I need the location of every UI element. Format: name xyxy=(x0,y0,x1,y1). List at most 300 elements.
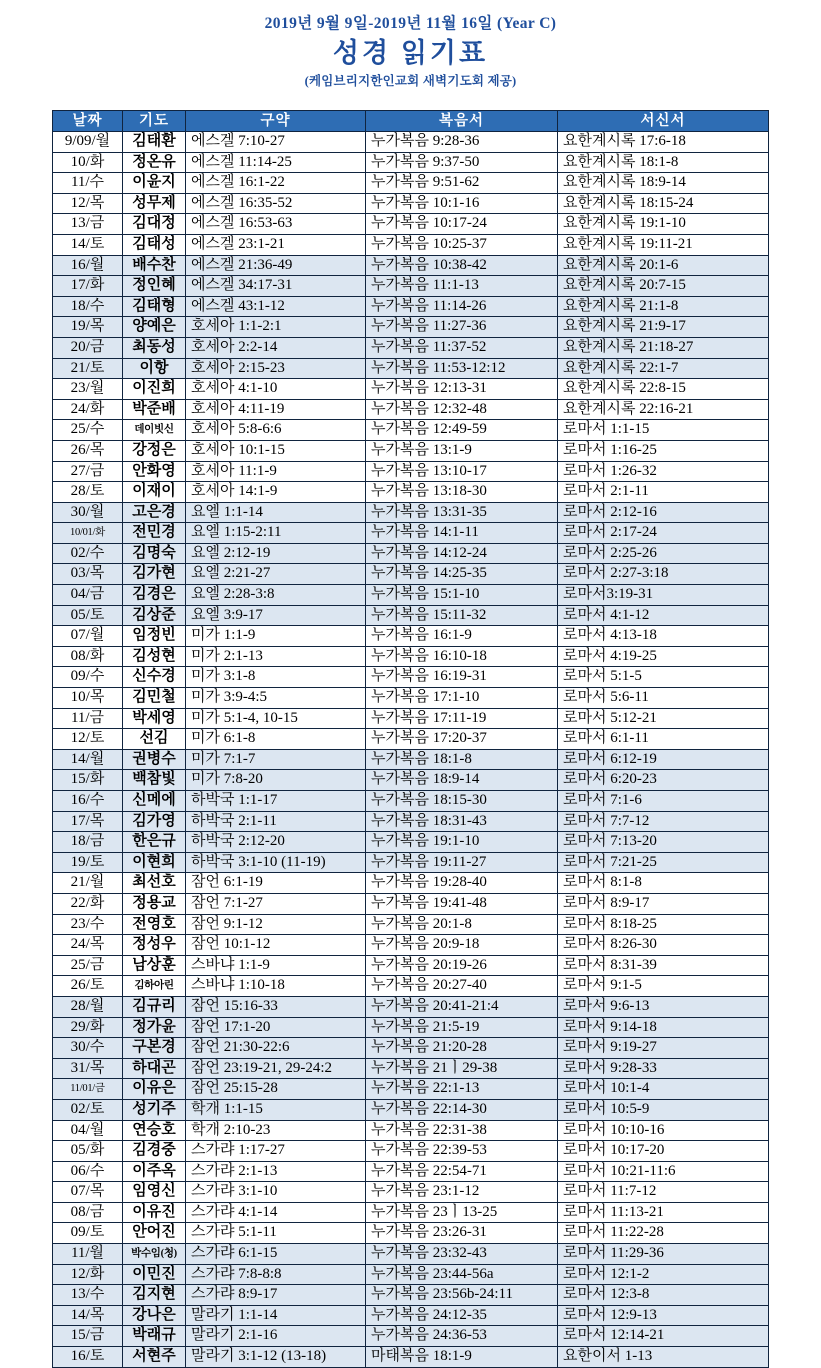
cell-gospel: 누가복음 11:53-12:12 xyxy=(366,358,558,379)
cell-old-testament: 말라기 2:1-16 xyxy=(186,1326,366,1347)
cell-epistle: 로마서 8:31-39 xyxy=(558,955,769,976)
cell-date: 13/금 xyxy=(53,214,123,235)
cell-date: 13/수 xyxy=(53,1285,123,1306)
cell-epistle: 로마서 10:10-16 xyxy=(558,1120,769,1141)
cell-epistle: 로마서 4:13-18 xyxy=(558,626,769,647)
cell-date: 9/09/월 xyxy=(53,132,123,153)
cell-pray: 이항 xyxy=(123,358,186,379)
cell-old-testament: 잠언 25:15-28 xyxy=(186,1079,366,1100)
schedule-table xyxy=(52,110,769,1368)
cell-pray: 정가윤 xyxy=(123,1017,186,1038)
cell-pray: 박수임(청) xyxy=(123,1244,186,1265)
cell-pray: 고은경 xyxy=(123,502,186,523)
cell-date: 30/수 xyxy=(53,1038,123,1059)
table-row xyxy=(53,646,769,667)
cell-old-testament: 잠언 23:19-21, 29-24:2 xyxy=(186,1058,366,1079)
cell-gospel: 누가복음 19:28-40 xyxy=(366,873,558,894)
cell-date: 10/목 xyxy=(53,688,123,709)
cell-old-testament: 스가랴 2:1-13 xyxy=(186,1161,366,1182)
cell-epistle: 요한이서 1-13 xyxy=(558,1347,769,1368)
cell-date: 24/화 xyxy=(53,399,123,420)
cell-pray: 김지현 xyxy=(123,1285,186,1306)
cell-old-testament: 스가랴 5:1-11 xyxy=(186,1223,366,1244)
table-row xyxy=(53,358,769,379)
cell-old-testament: 에스겔 21:36-49 xyxy=(186,255,366,276)
cell-date: 17/화 xyxy=(53,276,123,297)
cell-gospel: 누가복음 13:18-30 xyxy=(366,482,558,503)
cell-pray: 이유은 xyxy=(123,1079,186,1100)
cell-date: 16/수 xyxy=(53,791,123,812)
cell-epistle: 로마서 6:1-11 xyxy=(558,729,769,750)
table-row xyxy=(53,523,769,544)
cell-date: 21/월 xyxy=(53,873,123,894)
cell-old-testament: 스가랴 4:1-14 xyxy=(186,1202,366,1223)
cell-pray: 성기주 xyxy=(123,1099,186,1120)
cell-epistle: 요한계시록 22:8-15 xyxy=(558,379,769,400)
cell-pray: 김대정 xyxy=(123,214,186,235)
table-row xyxy=(53,605,769,626)
table-row xyxy=(53,214,769,235)
table-row xyxy=(53,708,769,729)
cell-pray: 박세영 xyxy=(123,708,186,729)
cell-gospel: 마태복음 18:1-9 xyxy=(366,1347,558,1368)
cell-old-testament: 요엘 2:28-3:8 xyxy=(186,585,366,606)
cell-epistle: 로마서 11:7-12 xyxy=(558,1182,769,1203)
cell-epistle: 요한계시록 18:15-24 xyxy=(558,193,769,214)
cell-date: 14/목 xyxy=(53,1305,123,1326)
cell-epistle: 로마서 9:28-33 xyxy=(558,1058,769,1079)
table-row xyxy=(53,1120,769,1141)
cell-pray: 정온유 xyxy=(123,152,186,173)
cell-old-testament: 미가 7:8-20 xyxy=(186,770,366,791)
cell-epistle: 로마서 7:7-12 xyxy=(558,811,769,832)
cell-pray: 선김 xyxy=(123,729,186,750)
cell-date: 03/목 xyxy=(53,564,123,585)
cell-date: 31/목 xyxy=(53,1058,123,1079)
cell-pray: 김명숙 xyxy=(123,543,186,564)
cell-epistle: 로마서 11:29-36 xyxy=(558,1244,769,1265)
cell-epistle: 로마서 2:1-11 xyxy=(558,482,769,503)
cell-gospel: 누가복음 21ㅣ29-38 xyxy=(366,1058,558,1079)
cell-gospel: 누가복음 9:28-36 xyxy=(366,132,558,153)
cell-date: 11/월 xyxy=(53,1244,123,1265)
cell-old-testament: 호세아 2:2-14 xyxy=(186,337,366,358)
table-row xyxy=(53,440,769,461)
cell-epistle: 로마서 4:19-25 xyxy=(558,646,769,667)
table-row xyxy=(53,317,769,338)
table-row xyxy=(53,585,769,606)
cell-date: 18/금 xyxy=(53,832,123,853)
schedule-table-container xyxy=(52,110,768,1368)
cell-date: 27/금 xyxy=(53,461,123,482)
cell-gospel: 누가복음 20:41-21:4 xyxy=(366,996,558,1017)
cell-pray: 임영신 xyxy=(123,1182,186,1203)
cell-pray: 전영호 xyxy=(123,914,186,935)
cell-pray: 신수경 xyxy=(123,667,186,688)
cell-old-testament: 하박국 1:1-17 xyxy=(186,791,366,812)
cell-pray: 정성우 xyxy=(123,935,186,956)
cell-epistle: 로마서 9:6-13 xyxy=(558,996,769,1017)
cell-old-testament: 호세아 2:15-23 xyxy=(186,358,366,379)
cell-pray: 김경은 xyxy=(123,585,186,606)
cell-gospel: 누가복음 19:1-10 xyxy=(366,832,558,853)
cell-date: 22/화 xyxy=(53,893,123,914)
cell-old-testament: 잠언 21:30-22:6 xyxy=(186,1038,366,1059)
cell-epistle: 로마서 8:1-8 xyxy=(558,873,769,894)
cell-gospel: 누가복음 18:9-14 xyxy=(366,770,558,791)
cell-epistle: 요한계시록 19:1-10 xyxy=(558,214,769,235)
column-header-ot: 구약 xyxy=(186,111,366,132)
cell-pray: 양예은 xyxy=(123,317,186,338)
cell-pray: 백참빛 xyxy=(123,770,186,791)
table-row xyxy=(53,914,769,935)
table-body xyxy=(53,132,769,1368)
table-row xyxy=(53,1079,769,1100)
cell-gospel: 누가복음 10:25-37 xyxy=(366,234,558,255)
cell-old-testament: 호세아 4:11-19 xyxy=(186,399,366,420)
cell-gospel: 누가복음 23:44-56a xyxy=(366,1264,558,1285)
cell-date: 26/토 xyxy=(53,976,123,997)
cell-gospel: 누가복음 22:14-30 xyxy=(366,1099,558,1120)
cell-gospel: 누가복음 23ㅣ13-25 xyxy=(366,1202,558,1223)
cell-epistle: 요한계시록 21:9-17 xyxy=(558,317,769,338)
table-row xyxy=(53,1326,769,1347)
table-row xyxy=(53,688,769,709)
cell-old-testament: 요엘 3:9-17 xyxy=(186,605,366,626)
cell-date: 16/토 xyxy=(53,1347,123,1368)
cell-old-testament: 미가 7:1-7 xyxy=(186,749,366,770)
cell-gospel: 누가복음 23:1-12 xyxy=(366,1182,558,1203)
cell-date: 28/월 xyxy=(53,996,123,1017)
cell-epistle: 로마서 10:5-9 xyxy=(558,1099,769,1120)
cell-old-testament: 호세아 11:1-9 xyxy=(186,461,366,482)
cell-old-testament: 에스겔 16:53-63 xyxy=(186,214,366,235)
cell-pray: 최선호 xyxy=(123,873,186,894)
cell-gospel: 누가복음 22:1-13 xyxy=(366,1079,558,1100)
cell-gospel: 누가복음 12:49-59 xyxy=(366,420,558,441)
cell-old-testament: 잠언 9:1-12 xyxy=(186,914,366,935)
cell-pray: 김태환 xyxy=(123,132,186,153)
table-row xyxy=(53,1244,769,1265)
cell-old-testament: 요엘 2:12-19 xyxy=(186,543,366,564)
table-row xyxy=(53,1161,769,1182)
cell-date: 23/수 xyxy=(53,914,123,935)
table-row xyxy=(53,255,769,276)
cell-date: 09/토 xyxy=(53,1223,123,1244)
cell-pray: 데이빗신 xyxy=(123,420,186,441)
cell-pray: 김태성 xyxy=(123,234,186,255)
table-row xyxy=(53,276,769,297)
cell-epistle: 요한계시록 21:18-27 xyxy=(558,337,769,358)
cell-old-testament: 잠언 7:1-27 xyxy=(186,893,366,914)
cell-pray: 성무제 xyxy=(123,193,186,214)
column-header-date: 날짜 xyxy=(53,111,123,132)
cell-date: 16/월 xyxy=(53,255,123,276)
cell-pray: 김성현 xyxy=(123,646,186,667)
page-header xyxy=(0,0,821,89)
table-row xyxy=(53,667,769,688)
cell-old-testament: 스가랴 1:17-27 xyxy=(186,1141,366,1162)
cell-gospel: 누가복음 23:56b-24:11 xyxy=(366,1285,558,1306)
cell-gospel: 누가복음 11:1-13 xyxy=(366,276,558,297)
cell-epistle: 로마서 10:17-20 xyxy=(558,1141,769,1162)
cell-old-testament: 미가 3:1-8 xyxy=(186,667,366,688)
cell-old-testament: 말라기 3:1-12 (13-18) xyxy=(186,1347,366,1368)
cell-epistle: 로마서3:19-31 xyxy=(558,585,769,606)
cell-old-testament: 호세아 10:1-15 xyxy=(186,440,366,461)
cell-gospel: 누가복음 22:54-71 xyxy=(366,1161,558,1182)
cell-gospel: 누가복음 23:32-43 xyxy=(366,1244,558,1265)
cell-pray: 남상훈 xyxy=(123,955,186,976)
table-row xyxy=(53,1264,769,1285)
cell-date: 10/화 xyxy=(53,152,123,173)
cell-date: 19/목 xyxy=(53,317,123,338)
cell-old-testament: 잠언 6:1-19 xyxy=(186,873,366,894)
cell-gospel: 누가복음 14:1-11 xyxy=(366,523,558,544)
cell-epistle: 로마서 2:12-16 xyxy=(558,502,769,523)
cell-date: 11/금 xyxy=(53,708,123,729)
cell-gospel: 누가복음 11:14-26 xyxy=(366,296,558,317)
table-row xyxy=(53,152,769,173)
cell-epistle: 로마서 10:1-4 xyxy=(558,1079,769,1100)
cell-date: 25/수 xyxy=(53,420,123,441)
cell-old-testament: 미가 6:1-8 xyxy=(186,729,366,750)
cell-pray: 김민철 xyxy=(123,688,186,709)
cell-epistle: 로마서 9:14-18 xyxy=(558,1017,769,1038)
cell-date: 14/월 xyxy=(53,749,123,770)
cell-epistle: 로마서 12:14-21 xyxy=(558,1326,769,1347)
cell-epistle: 로마서 12:9-13 xyxy=(558,1305,769,1326)
cell-old-testament: 요엘 1:15-2:11 xyxy=(186,523,366,544)
cell-pray: 이민진 xyxy=(123,1264,186,1285)
cell-date: 20/금 xyxy=(53,337,123,358)
cell-date: 24/목 xyxy=(53,935,123,956)
cell-pray: 구본경 xyxy=(123,1038,186,1059)
cell-pray: 박래규 xyxy=(123,1326,186,1347)
cell-old-testament: 하박국 3:1-10 (11-19) xyxy=(186,852,366,873)
cell-gospel: 누가복음 22:39-53 xyxy=(366,1141,558,1162)
cell-pray: 김규리 xyxy=(123,996,186,1017)
cell-epistle: 로마서 10:21-11:6 xyxy=(558,1161,769,1182)
cell-gospel: 누가복음 18:1-8 xyxy=(366,749,558,770)
cell-pray: 최동성 xyxy=(123,337,186,358)
cell-date: 06/수 xyxy=(53,1161,123,1182)
column-header-ep: 서신서 xyxy=(558,111,769,132)
cell-gospel: 누가복음 20:19-26 xyxy=(366,955,558,976)
cell-gospel: 누가복음 17:1-10 xyxy=(366,688,558,709)
cell-gospel: 누가복음 16:19-31 xyxy=(366,667,558,688)
cell-epistle: 로마서 8:18-25 xyxy=(558,914,769,935)
cell-pray: 정용교 xyxy=(123,893,186,914)
cell-gospel: 누가복음 11:27-36 xyxy=(366,317,558,338)
cell-epistle: 요한계시록 22:16-21 xyxy=(558,399,769,420)
cell-date: 30/월 xyxy=(53,502,123,523)
cell-gospel: 누가복음 13:1-9 xyxy=(366,440,558,461)
cell-date: 12/토 xyxy=(53,729,123,750)
cell-epistle: 요한계시록 18:1-8 xyxy=(558,152,769,173)
table-row xyxy=(53,132,769,153)
cell-pray: 강정은 xyxy=(123,440,186,461)
cell-old-testament: 미가 5:1-4, 10-15 xyxy=(186,708,366,729)
cell-old-testament: 미가 1:1-9 xyxy=(186,626,366,647)
cell-epistle: 로마서 1:1-15 xyxy=(558,420,769,441)
cell-old-testament: 미가 3:9-4:5 xyxy=(186,688,366,709)
cell-pray: 김하아린 xyxy=(123,976,186,997)
table-row xyxy=(53,1223,769,1244)
cell-old-testament: 에스겔 43:1-12 xyxy=(186,296,366,317)
cell-pray: 김상준 xyxy=(123,605,186,626)
cell-gospel: 누가복음 20:27-40 xyxy=(366,976,558,997)
cell-pray: 임정빈 xyxy=(123,626,186,647)
cell-pray: 이주옥 xyxy=(123,1161,186,1182)
table-row xyxy=(53,1058,769,1079)
cell-date: 11/01/금 xyxy=(53,1079,123,1100)
cell-old-testament: 스바냐 1:1-9 xyxy=(186,955,366,976)
cell-pray: 안화영 xyxy=(123,461,186,482)
cell-old-testament: 에스겔 16:1-22 xyxy=(186,173,366,194)
table-row xyxy=(53,811,769,832)
table-row xyxy=(53,1038,769,1059)
cell-old-testament: 하박국 2:12-20 xyxy=(186,832,366,853)
cell-pray: 박준배 xyxy=(123,399,186,420)
cell-gospel: 누가복음 21:20-28 xyxy=(366,1038,558,1059)
cell-old-testament: 스가랴 6:1-15 xyxy=(186,1244,366,1265)
cell-date: 23/월 xyxy=(53,379,123,400)
cell-pray: 이진희 xyxy=(123,379,186,400)
cell-epistle: 로마서 1:26-32 xyxy=(558,461,769,482)
table-row xyxy=(53,873,769,894)
cell-date: 10/01/화 xyxy=(53,523,123,544)
cell-date: 26/목 xyxy=(53,440,123,461)
cell-old-testament: 학개 1:1-15 xyxy=(186,1099,366,1120)
cell-date: 18/수 xyxy=(53,296,123,317)
cell-date: 02/토 xyxy=(53,1099,123,1120)
cell-gospel: 누가복음 15:11-32 xyxy=(366,605,558,626)
cell-epistle: 로마서 12:3-8 xyxy=(558,1285,769,1306)
page-title: 성경 읽기표 xyxy=(332,38,489,69)
table-row xyxy=(53,399,769,420)
cell-gospel: 누가복음 19:41-48 xyxy=(366,893,558,914)
table-row xyxy=(53,770,769,791)
table-row xyxy=(53,935,769,956)
cell-date: 12/목 xyxy=(53,193,123,214)
cell-date: 08/화 xyxy=(53,646,123,667)
cell-epistle: 로마서 8:9-17 xyxy=(558,893,769,914)
cell-gospel: 누가복음 14:25-35 xyxy=(366,564,558,585)
cell-epistle: 로마서 8:26-30 xyxy=(558,935,769,956)
cell-old-testament: 스가랴 7:8-8:8 xyxy=(186,1264,366,1285)
table-row xyxy=(53,564,769,585)
cell-gospel: 누가복음 16:1-9 xyxy=(366,626,558,647)
cell-old-testament: 에스겔 7:10-27 xyxy=(186,132,366,153)
cell-date: 12/화 xyxy=(53,1264,123,1285)
cell-date: 04/금 xyxy=(53,585,123,606)
cell-pray: 이윤지 xyxy=(123,173,186,194)
cell-gospel: 누가복음 12:32-48 xyxy=(366,399,558,420)
cell-epistle: 로마서 7:21-25 xyxy=(558,852,769,873)
cell-epistle: 요한계시록 21:1-8 xyxy=(558,296,769,317)
cell-date: 02/수 xyxy=(53,543,123,564)
cell-gospel: 누가복음 10:38-42 xyxy=(366,255,558,276)
cell-epistle: 요한계시록 17:6-18 xyxy=(558,132,769,153)
cell-date: 08/금 xyxy=(53,1202,123,1223)
table-row xyxy=(53,173,769,194)
cell-pray: 안어진 xyxy=(123,1223,186,1244)
cell-pray: 김가영 xyxy=(123,811,186,832)
cell-date: 09/수 xyxy=(53,667,123,688)
cell-old-testament: 에스겔 11:14-25 xyxy=(186,152,366,173)
cell-pray: 김가현 xyxy=(123,564,186,585)
cell-pray: 김태형 xyxy=(123,296,186,317)
cell-old-testament: 에스겔 34:17-31 xyxy=(186,276,366,297)
cell-date: 17/목 xyxy=(53,811,123,832)
table-row xyxy=(53,482,769,503)
table-row xyxy=(53,1202,769,1223)
cell-epistle: 로마서 2:17-24 xyxy=(558,523,769,544)
table-row xyxy=(53,1285,769,1306)
cell-old-testament: 호세아 5:8-6:6 xyxy=(186,420,366,441)
table-row xyxy=(53,379,769,400)
cell-epistle: 로마서 9:19-27 xyxy=(558,1038,769,1059)
cell-gospel: 누가복음 19:11-27 xyxy=(366,852,558,873)
cell-gospel: 누가복음 20:9-18 xyxy=(366,935,558,956)
cell-epistle: 로마서 6:20-23 xyxy=(558,770,769,791)
cell-epistle: 로마서 5:1-5 xyxy=(558,667,769,688)
table-row xyxy=(53,337,769,358)
cell-epistle: 로마서 11:22-28 xyxy=(558,1223,769,1244)
cell-epistle: 요한계시록 22:1-7 xyxy=(558,358,769,379)
cell-epistle: 로마서 7:1-6 xyxy=(558,791,769,812)
cell-pray: 이유진 xyxy=(123,1202,186,1223)
table-header xyxy=(53,111,769,132)
cell-epistle: 로마서 12:1-2 xyxy=(558,1264,769,1285)
table-row xyxy=(53,296,769,317)
cell-pray: 하대곤 xyxy=(123,1058,186,1079)
table-row xyxy=(53,1141,769,1162)
cell-pray: 권병수 xyxy=(123,749,186,770)
cell-date: 25/금 xyxy=(53,955,123,976)
table-row xyxy=(53,543,769,564)
cell-pray: 서현주 xyxy=(123,1347,186,1368)
cell-epistle: 로마서 4:1-12 xyxy=(558,605,769,626)
cell-old-testament: 요엘 2:21-27 xyxy=(186,564,366,585)
cell-old-testament: 하박국 2:1-11 xyxy=(186,811,366,832)
cell-pray: 김경중 xyxy=(123,1141,186,1162)
table-row xyxy=(53,976,769,997)
cell-epistle: 로마서 2:27-3:18 xyxy=(558,564,769,585)
cell-epistle: 요한계시록 19:11-21 xyxy=(558,234,769,255)
cell-date: 14/토 xyxy=(53,234,123,255)
table-row xyxy=(53,852,769,873)
table-row xyxy=(53,996,769,1017)
cell-pray: 이재이 xyxy=(123,482,186,503)
cell-old-testament: 요엘 1:1-14 xyxy=(186,502,366,523)
cell-date: 07/월 xyxy=(53,626,123,647)
table-row xyxy=(53,1347,769,1368)
cell-old-testament: 에스겔 23:1-21 xyxy=(186,234,366,255)
table-row xyxy=(53,502,769,523)
cell-gospel: 누가복음 18:31-43 xyxy=(366,811,558,832)
cell-old-testament: 미가 2:1-13 xyxy=(186,646,366,667)
table-row xyxy=(53,832,769,853)
cell-old-testament: 스가랴 8:9-17 xyxy=(186,1285,366,1306)
table-row xyxy=(53,461,769,482)
cell-old-testament: 호세아 1:1-2:1 xyxy=(186,317,366,338)
cell-old-testament: 스바냐 1:10-18 xyxy=(186,976,366,997)
table-row xyxy=(53,1182,769,1203)
cell-gospel: 누가복음 9:37-50 xyxy=(366,152,558,173)
cell-gospel: 누가복음 13:10-17 xyxy=(366,461,558,482)
